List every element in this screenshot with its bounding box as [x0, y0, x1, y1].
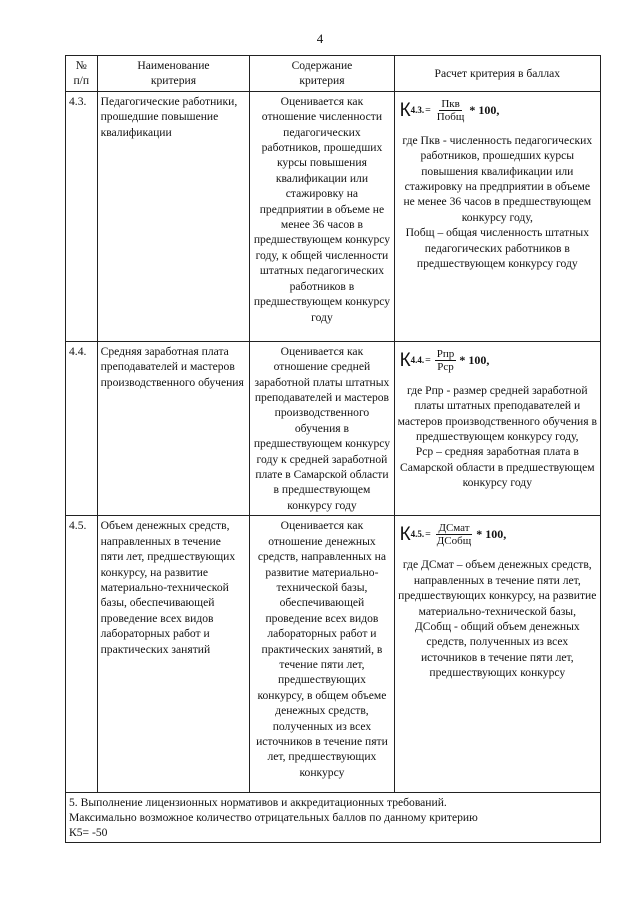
formula [400, 348, 597, 373]
criterion-content: Оценивается как отношение средней заработной платы штатных преподавателей и мастеров производственного обучения в предшествующем конкурсу году к средней заработной плате в Самарской области в предшествующем конкурсу году [250, 341, 394, 515]
footer-cell [66, 793, 601, 843]
explanation-line: Побщ – общая численность штатных педагогических работников в предшествующем конкурсу году [405, 226, 589, 271]
formula-explanation [398, 557, 597, 680]
formula-k: К [399, 524, 411, 546]
header-name: Наименование критерия [97, 56, 250, 92]
table-row [66, 516, 601, 793]
criterion-calculation [394, 516, 600, 793]
row-number: 4.3. [66, 91, 98, 341]
page-number: 4 [316, 31, 324, 46]
footer-max-points: Максимально возможное количество отрицательных баллов по данному критерию [69, 811, 478, 825]
formula-k: К [399, 349, 411, 371]
formula-equals: = [425, 104, 431, 116]
formula-multiplier: * 100, [469, 102, 500, 117]
formula-fraction [435, 348, 457, 373]
table-row [66, 341, 601, 515]
formula-k-subscript: 4.3. [410, 104, 425, 115]
formula-numerator: Рпр [436, 347, 455, 360]
formula-numerator: ДСмат [438, 522, 470, 535]
footer-row [66, 793, 601, 843]
formula-denominator: ДСобщ [436, 535, 472, 548]
formula-k-subscript: 4.4. [410, 354, 425, 365]
criterion-calculation [394, 341, 600, 515]
criterion-content: Оценивается как отношение денежных средств, направленных на развитие материально-технической базы, обеспечивающей проведение всех видов лабораторных работ и практических занятий, в течение пяти лет, предшествующих конкурсу, в общем объеме денежных средств, полученных из всех источников в течение пяти лет, предшествующих конкурсу [250, 516, 394, 793]
footer-k5-value: К5= -50 [69, 826, 108, 840]
formula-fraction [435, 98, 467, 123]
explanation-line: где Рпр - размер средней заработной платы штатных преподавателей и мастеров производственного обучения в предшествующем конкурсу году, [397, 383, 597, 444]
formula-multiplier: * 100, [476, 527, 507, 542]
criterion-calculation [394, 91, 600, 341]
footer-section-title: 5. Выполнение лицензионных нормативов и аккредитационных требований. [69, 796, 447, 810]
table-header-row [66, 56, 601, 92]
formula-numerator: Пкв [441, 97, 460, 110]
row-number: 4.4. [66, 341, 98, 515]
table-row [66, 91, 601, 341]
header-calculation: Расчет критерия в баллах [394, 56, 600, 92]
formula-explanation [398, 133, 597, 272]
formula-k: К [399, 99, 411, 121]
formula-fraction [435, 522, 473, 547]
row-number: 4.5. [66, 516, 98, 793]
formula [400, 522, 597, 547]
formula-k-subscript: 4.5. [410, 529, 425, 540]
formula [400, 98, 597, 123]
formula-equals: = [425, 354, 431, 366]
formula-explanation [398, 383, 597, 491]
header-number: № п/п [66, 56, 98, 92]
formula-equals: = [425, 529, 431, 541]
explanation-line: ДСобщ - общий объем денежных средств, полученных из всех источников в течение пяти лет, предшествующих конкурсу [414, 619, 580, 680]
header-content: Содержание критерия [250, 56, 394, 92]
criterion-name: Средняя заработная плата преподавателей и мастеров производственного обучения [97, 341, 250, 515]
criterion-content: Оценивается как отношение численности педагогических работников, прошедших курсы повышения квалификации или стажировку на предприятии в объеме не менее 36 часов в предшествующем конкурсу году, к общей численности штатных педагогических работников в предшествующем конкурсу году [250, 91, 394, 341]
criteria-table [65, 55, 601, 843]
formula-denominator: Рср [437, 360, 454, 373]
formula-denominator: Побщ [436, 110, 465, 123]
explanation-line: где Пкв - численность педагогических работников, прошедших курсы повышения квалификации или стажировку на предприятии в объеме не менее 36 часов в предшествующем конкурсу году, [402, 133, 593, 224]
explanation-line: Рср – средняя заработная плата в Самарской области в предшествующем конкурсу году [399, 445, 595, 490]
criterion-name: Объем денежных средств, направленных в течение пяти лет, предшествующих конкурсу, на развитие материально-технической базы, обеспечивающей проведение всех видов лабораторных работ и практических занятий [97, 516, 250, 793]
formula-multiplier: * 100, [459, 352, 490, 367]
explanation-line: где ДСмат – объем денежных средств, направленных в течение пяти лет, предшествующих конкурсу, на развитие материально-технической базы, [398, 558, 597, 618]
criterion-name: Педагогические работники, прошедшие повышение квалификации [97, 91, 250, 341]
